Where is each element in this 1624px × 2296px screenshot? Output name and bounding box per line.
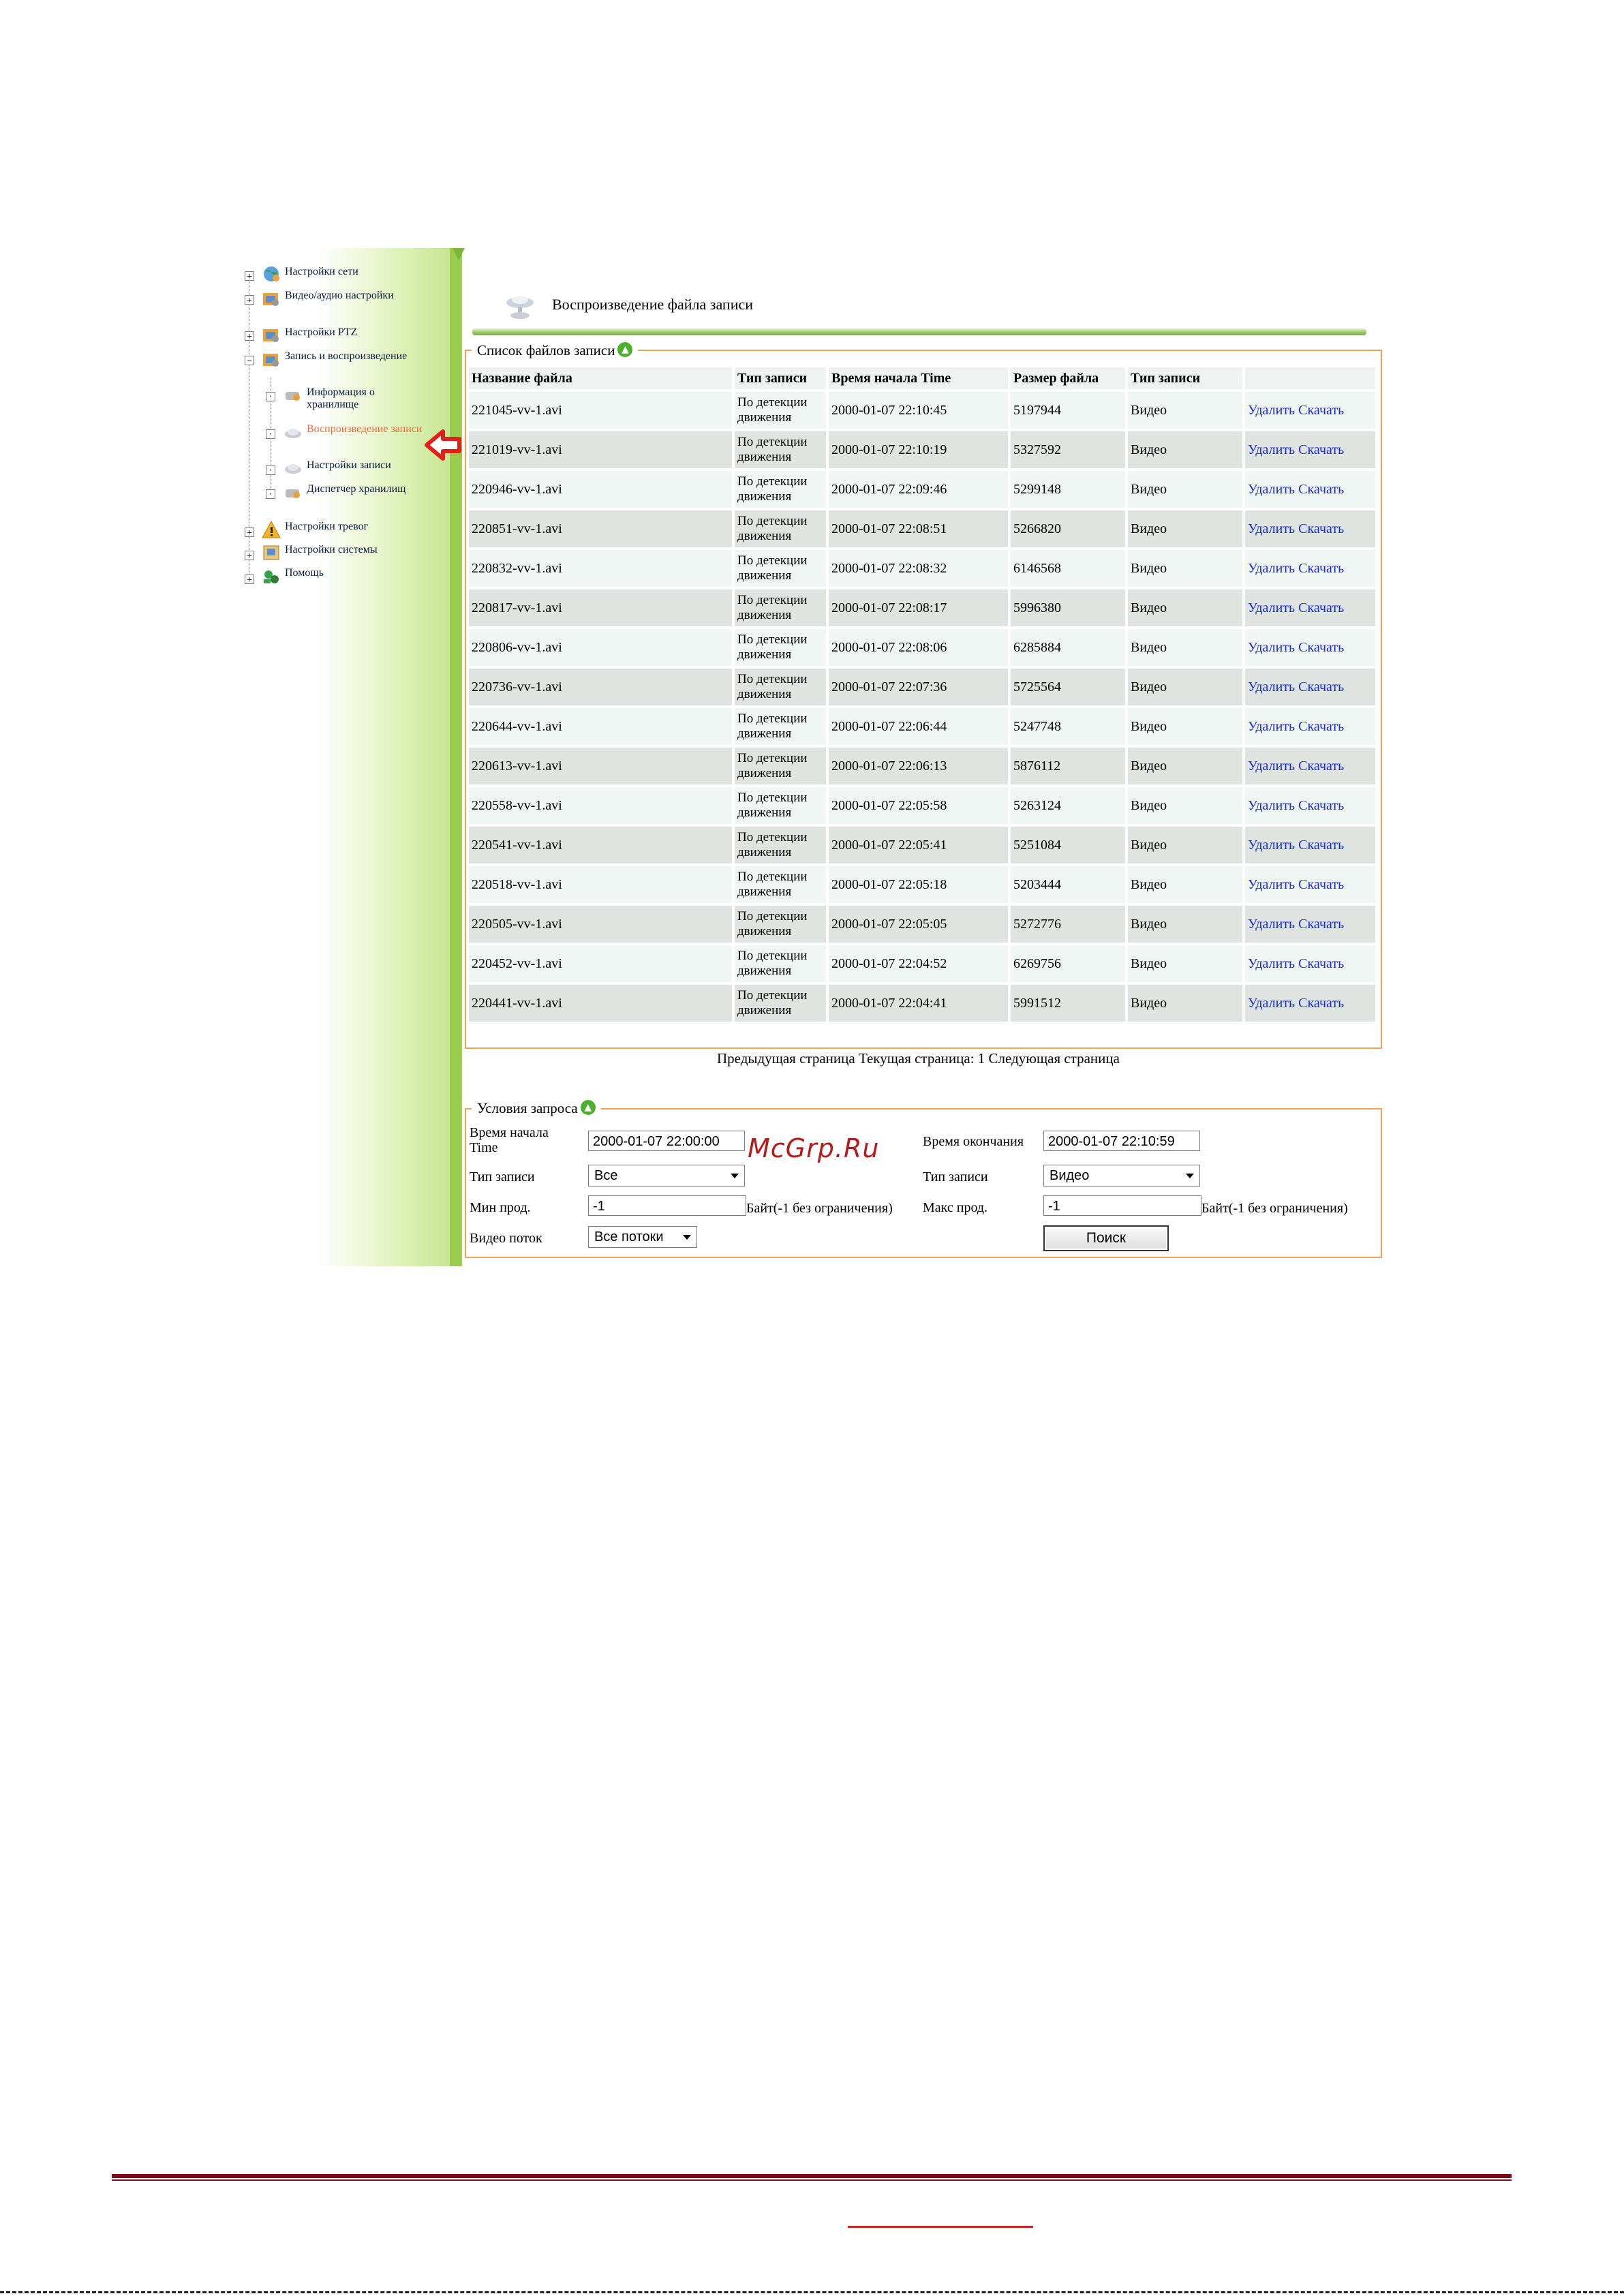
file-name-cell: 220613-vv-1.avi: [469, 748, 732, 784]
start-time-cell: 2000-01-07 22:09:46: [829, 471, 1008, 508]
sidebar-item-video-audio[interactable]: Видео/аудио настройки: [285, 290, 394, 301]
file-name-cell: 220441-vv-1.avi: [469, 985, 732, 1022]
table-row: [469, 748, 1375, 784]
start-time-cell: 2000-01-07 22:05:05: [829, 906, 1008, 943]
expand-icon[interactable]: +: [245, 551, 254, 560]
file-name-cell: 220851-vv-1.avi: [469, 510, 732, 547]
storage-icon: [283, 483, 303, 502]
expand-icon[interactable]: ·: [266, 465, 275, 475]
record-type-cell: По детекции движения: [735, 590, 826, 626]
table-row: [469, 629, 1375, 666]
actions-cell: [1245, 471, 1375, 508]
delete-link[interactable]: Удалить: [1248, 718, 1296, 734]
sidebar-item-recording[interactable]: Запись и воспроизведение: [285, 350, 408, 362]
video-stream-value: Все потоки: [594, 1229, 664, 1244]
expand-icon[interactable]: +: [245, 527, 254, 537]
download-link[interactable]: Скачать: [1298, 718, 1345, 734]
table-header-row: [469, 367, 1375, 389]
file-name-cell: 220558-vv-1.avi: [469, 787, 732, 824]
download-link[interactable]: Скачать: [1298, 797, 1345, 813]
file-size-cell: 5996380: [1011, 590, 1125, 626]
delete-link[interactable]: Удалить: [1248, 442, 1296, 457]
download-link[interactable]: Скачать: [1298, 442, 1345, 457]
actions-cell: [1245, 629, 1375, 666]
table-row: [469, 550, 1375, 587]
footer-divider: [112, 2174, 1512, 2178]
actions-cell: [1245, 748, 1375, 784]
record-kind-cell: Видео: [1128, 945, 1242, 982]
delete-link[interactable]: Удалить: [1248, 876, 1296, 892]
file-name-cell: 220817-vv-1.avi: [469, 590, 732, 626]
pagination[interactable]: Предыдущая страница Текущая страница: 1 Следующая страница: [717, 1050, 1120, 1067]
table-row: [469, 906, 1375, 943]
file-size-cell: 5876112: [1011, 748, 1125, 784]
search-button[interactable]: Поиск: [1043, 1225, 1169, 1251]
record-type-value: Все: [594, 1168, 618, 1183]
record-type-cell: По детекции движения: [735, 787, 826, 824]
sidebar-item-alarm-settings[interactable]: Настройки тревог: [285, 521, 369, 532]
record-type-cell: По детекции движения: [735, 550, 826, 587]
file-list-legend: [472, 342, 638, 359]
record-kind-cell: Видео: [1128, 471, 1242, 508]
sidebar-item-storage-info[interactable]: Информация о хранилище: [307, 386, 375, 410]
start-time-cell: 2000-01-07 22:05:58: [829, 787, 1008, 824]
collapse-icon[interactable]: −: [245, 356, 254, 365]
video-stream-label: Видео поток: [470, 1231, 542, 1246]
actions-cell: [1245, 827, 1375, 863]
record-type-cell: По детекции движения: [735, 471, 826, 508]
table-row: [469, 510, 1375, 547]
table-row: [469, 985, 1375, 1022]
query-title: Условия запроса: [477, 1100, 578, 1116]
record-kind-cell: Видео: [1128, 906, 1242, 943]
expand-icon[interactable]: ·: [266, 489, 275, 499]
file-name-cell: 220946-vv-1.avi: [469, 471, 732, 508]
file-size-cell: 5266820: [1011, 510, 1125, 547]
record-type-cell: По детекции движения: [735, 431, 826, 468]
expand-icon[interactable]: +: [245, 575, 254, 584]
collapse-sidebar-icon[interactable]: [453, 248, 465, 260]
record-kind-cell: Видео: [1128, 431, 1242, 468]
actions-cell: [1245, 787, 1375, 824]
record-kind-cell: Видео: [1128, 392, 1242, 429]
delete-link[interactable]: Удалить: [1248, 560, 1296, 576]
record-type-cell: По детекции движения: [735, 906, 826, 943]
expand-icon[interactable]: ·: [266, 429, 275, 439]
actions-cell: [1245, 708, 1375, 745]
system-icon: [261, 543, 281, 562]
expand-icon[interactable]: ·: [266, 392, 275, 401]
file-name-cell: 220644-vv-1.avi: [469, 708, 732, 745]
table-row: [469, 866, 1375, 903]
actions-cell: [1245, 985, 1375, 1022]
download-link[interactable]: Скачать: [1298, 679, 1345, 694]
table-row: [469, 945, 1375, 982]
start-time-cell: 2000-01-07 22:05:41: [829, 827, 1008, 863]
settings-folder-icon: [261, 325, 281, 344]
record-kind-cell: Видео: [1128, 985, 1242, 1022]
record-type2-label: Тип записи: [923, 1169, 988, 1184]
download-link[interactable]: Скачать: [1298, 916, 1345, 932]
start-time-cell: 2000-01-07 22:10:19: [829, 431, 1008, 468]
download-link[interactable]: Скачать: [1298, 560, 1345, 576]
table-row: [469, 392, 1375, 429]
record-type-cell: По детекции движения: [735, 827, 826, 863]
table-row: [469, 827, 1375, 863]
file-size-cell: 5725564: [1011, 669, 1125, 705]
table-row: [469, 669, 1375, 705]
watermark: McGrp.Ru: [748, 1133, 880, 1163]
start-time-cell: 2000-01-07 22:08:51: [829, 510, 1008, 547]
file-size-cell: 6269756: [1011, 945, 1125, 982]
start-time-cell: 2000-01-07 22:10:45: [829, 392, 1008, 429]
start-time-label: Время начала Time: [470, 1125, 549, 1155]
record-type-cell: По детекции движения: [735, 510, 826, 547]
file-name-cell: 220452-vv-1.avi: [469, 945, 732, 982]
sidebar-item-storage-manager[interactable]: Диспетчер хранилищ: [307, 483, 406, 495]
collapse-up-icon[interactable]: ▲: [617, 342, 632, 357]
delete-link[interactable]: Удалить: [1248, 481, 1296, 497]
start-time-cell: 2000-01-07 22:04:41: [829, 985, 1008, 1022]
settings-folder-icon: [261, 289, 281, 308]
start-time-cell: 2000-01-07 22:08:32: [829, 550, 1008, 587]
record-kind-cell: Видео: [1128, 510, 1242, 547]
delete-link[interactable]: Удалить: [1248, 600, 1296, 615]
record-type-cell: По детекции движения: [735, 392, 826, 429]
actions-cell: [1245, 669, 1375, 705]
start-time-cell: 2000-01-07 22:08:17: [829, 590, 1008, 626]
record-type-cell: По детекции движения: [735, 629, 826, 666]
table-row: [469, 787, 1375, 824]
record-kind-cell: Видео: [1128, 827, 1242, 863]
start-time-cell: 2000-01-07 22:06:44: [829, 708, 1008, 745]
record-kind-select[interactable]: [1043, 1165, 1200, 1187]
file-list-title: Список файлов записи: [477, 342, 615, 358]
record-type-cell: По детекции движения: [735, 985, 826, 1022]
red-arrow-annotation: [424, 428, 462, 462]
record-type-cell: По детекции движения: [735, 669, 826, 705]
file-name-cell: 221019-vv-1.avi: [469, 431, 732, 468]
download-link[interactable]: Скачать: [1298, 600, 1345, 615]
download-link[interactable]: Скачать: [1298, 876, 1345, 892]
playback-icon: [503, 292, 537, 322]
file-name-cell: 220736-vv-1.avi: [469, 669, 732, 705]
col-actions: [1245, 367, 1375, 389]
help-icon: [261, 567, 281, 586]
delete-link[interactable]: Удалить: [1248, 995, 1296, 1011]
end-time-label: Время окончания: [923, 1134, 1024, 1149]
col-record-kind: Тип записи: [1128, 367, 1242, 389]
record-kind-value: Видео: [1050, 1168, 1090, 1183]
file-name-cell: 220806-vv-1.avi: [469, 629, 732, 666]
record-kind-cell: Видео: [1128, 550, 1242, 587]
table-row: [469, 590, 1375, 626]
delete-link[interactable]: Удалить: [1248, 402, 1296, 418]
settings-folder-icon: [261, 350, 281, 369]
network-globe-icon: [261, 264, 281, 284]
file-name-cell: 220832-vv-1.avi: [469, 550, 732, 587]
storage-icon: [283, 385, 303, 404]
max-size-label: Макс прод.: [923, 1200, 988, 1215]
download-link[interactable]: Скачать: [1298, 995, 1345, 1011]
delete-link[interactable]: Удалить: [1248, 955, 1296, 971]
record-kind-cell: Видео: [1128, 629, 1242, 666]
expand-icon[interactable]: +: [245, 271, 254, 281]
file-size-cell: 5263124: [1011, 787, 1125, 824]
actions-cell: [1245, 906, 1375, 943]
file-name-cell: 220518-vv-1.avi: [469, 866, 732, 903]
download-link[interactable]: Скачать: [1298, 955, 1345, 971]
download-link[interactable]: Скачать: [1298, 837, 1345, 853]
record-kind-cell: Видео: [1128, 590, 1242, 626]
actions-cell: [1245, 590, 1375, 626]
min-size-label: Мин прод.: [470, 1200, 531, 1215]
header-divider: [472, 328, 1366, 335]
download-link[interactable]: Скачать: [1298, 758, 1345, 774]
col-start-time: Время начала Time: [829, 367, 1008, 389]
sidebar-item-system-settings[interactable]: Настройки системы: [285, 544, 378, 555]
start-time-cell: 2000-01-07 22:04:52: [829, 945, 1008, 982]
col-record-type: Тип записи: [735, 367, 826, 389]
col-file-size: Размер файла: [1011, 367, 1125, 389]
table-row: [469, 431, 1375, 468]
record-type-select[interactable]: [588, 1165, 745, 1187]
page-title: Воспроизведение файла записи: [552, 296, 754, 313]
record-kind-cell: Видео: [1128, 787, 1242, 824]
file-name-cell: 220541-vv-1.avi: [469, 827, 732, 863]
sidebar-item-playback[interactable]: Воспроизведение записи: [307, 423, 423, 435]
sidebar-splitter[interactable]: [450, 248, 462, 1266]
file-size-cell: 5247748: [1011, 708, 1125, 745]
delete-link[interactable]: Удалить: [1248, 797, 1296, 813]
start-time-cell: 2000-01-07 22:06:13: [829, 748, 1008, 784]
col-file-name: Название файла: [469, 367, 732, 389]
file-size-cell: 5203444: [1011, 866, 1125, 903]
file-size-cell: 5197944: [1011, 392, 1125, 429]
actions-cell: [1245, 431, 1375, 468]
actions-cell: [1245, 945, 1375, 982]
start-time-input[interactable]: 2000-01-07 22:00:00: [588, 1131, 745, 1151]
download-link[interactable]: Скачать: [1298, 402, 1345, 418]
file-size-cell: 5991512: [1011, 985, 1125, 1022]
delete-link[interactable]: Удалить: [1248, 639, 1296, 655]
record-type-label: Тип записи: [470, 1169, 535, 1184]
warning-icon: [261, 520, 281, 539]
table-row: [469, 471, 1375, 508]
file-size-cell: 5251084: [1011, 827, 1125, 863]
record-kind-cell: Видео: [1128, 708, 1242, 745]
cloud-icon: [283, 459, 303, 478]
chevron-down-icon: [1186, 1174, 1194, 1178]
actions-cell: [1245, 392, 1375, 429]
footer-link-underline[interactable]: [848, 2226, 1033, 2228]
file-size-cell: 5299148: [1011, 471, 1125, 508]
chevron-down-icon: [683, 1235, 691, 1240]
max-size-unit: Байт(-1 без ограничения): [1201, 1201, 1348, 1216]
download-link[interactable]: Скачать: [1298, 639, 1345, 655]
delete-link[interactable]: Удалить: [1248, 758, 1296, 774]
actions-cell: [1245, 510, 1375, 547]
sidebar-item-ptz[interactable]: Настройки PTZ: [285, 326, 358, 338]
record-type-cell: По детекции движения: [735, 866, 826, 903]
min-size-input[interactable]: -1: [588, 1195, 746, 1216]
collapse-up-icon[interactable]: ▲: [581, 1100, 596, 1115]
footer-divider-thin: [112, 2179, 1512, 2181]
start-time-cell: 2000-01-07 22:07:36: [829, 669, 1008, 705]
file-size-cell: 5327592: [1011, 431, 1125, 468]
page-cut-line: [0, 2291, 1624, 2293]
start-time-cell: 2000-01-07 22:08:06: [829, 629, 1008, 666]
record-type-cell: По детекции движения: [735, 708, 826, 745]
query-legend: [472, 1100, 601, 1117]
record-kind-cell: Видео: [1128, 748, 1242, 784]
file-name-cell: 221045-vv-1.avi: [469, 392, 732, 429]
record-type-cell: По детекции движения: [735, 945, 826, 982]
chevron-down-icon: [731, 1174, 739, 1178]
expand-icon[interactable]: +: [245, 295, 254, 305]
file-name-cell: 220505-vv-1.avi: [469, 906, 732, 943]
end-time-input[interactable]: 2000-01-07 22:10:59: [1043, 1131, 1200, 1151]
start-time-cell: 2000-01-07 22:05:18: [829, 866, 1008, 903]
delete-link[interactable]: Удалить: [1248, 837, 1296, 853]
file-size-cell: 6146568: [1011, 550, 1125, 587]
file-table: [466, 365, 1378, 1024]
delete-link[interactable]: Удалить: [1248, 679, 1296, 694]
file-size-cell: 6285884: [1011, 629, 1125, 666]
sidebar-item-record-settings[interactable]: Настройки записи: [307, 459, 391, 471]
record-type-cell: По детекции движения: [735, 748, 826, 784]
video-stream-select[interactable]: [588, 1226, 697, 1248]
min-size-unit: Байт(-1 без ограничения): [746, 1201, 893, 1216]
download-link[interactable]: Скачать: [1298, 481, 1345, 497]
record-kind-cell: Видео: [1128, 866, 1242, 903]
delete-link[interactable]: Удалить: [1248, 916, 1296, 932]
sidebar-item-help[interactable]: Помощь: [285, 567, 324, 579]
max-size-input[interactable]: -1: [1043, 1195, 1201, 1216]
table-row: [469, 708, 1375, 745]
expand-icon[interactable]: +: [245, 331, 254, 341]
download-link[interactable]: Скачать: [1298, 521, 1345, 536]
file-size-cell: 5272776: [1011, 906, 1125, 943]
cloud-icon: [283, 423, 303, 442]
actions-cell: [1245, 550, 1375, 587]
actions-cell: [1245, 866, 1375, 903]
sidebar-item-network[interactable]: Настройки сети: [285, 266, 358, 277]
delete-link[interactable]: Удалить: [1248, 521, 1296, 536]
record-kind-cell: Видео: [1128, 669, 1242, 705]
